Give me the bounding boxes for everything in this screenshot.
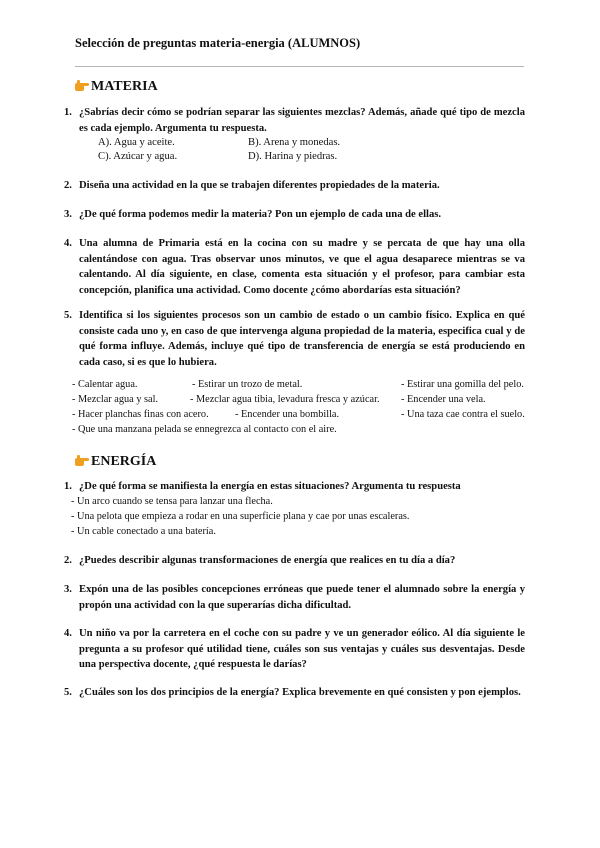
list-item: - Mezclar agua y sal. bbox=[72, 394, 159, 405]
section-title: MATERIA bbox=[91, 79, 158, 94]
option-d: D). Harina y piedras. bbox=[248, 151, 338, 162]
list-item: - Mezclar agua tibia, levadura fresca y azúcar. bbox=[190, 394, 380, 405]
question-number: 2. bbox=[64, 180, 72, 191]
option-b: B). Arena y monedas. bbox=[248, 137, 341, 148]
question-5-text: Identifica si los siguientes procesos son un cambio de estado o un cambio físico. Explica en qué consiste cada uno y, en caso de que intervenga alguna propiedad de la materia, especifica cual y de qué forma influye. Además, incluye qué tipo de transferencia de energía se está produciendo en cada caso, si es que lo hubiera. bbox=[79, 310, 525, 368]
document-title: Selección de preguntas materia-energia (ALUMNOS) bbox=[75, 36, 361, 50]
question-number: 5. bbox=[64, 310, 72, 321]
list-item: - Hacer planchas finas con acero. bbox=[72, 409, 209, 420]
list-item: - Calentar agua. bbox=[72, 379, 138, 390]
option-a: A). Agua y aceite. bbox=[98, 137, 175, 148]
question-number: 1. bbox=[64, 107, 72, 118]
section-heading-materia bbox=[74, 78, 158, 95]
energy-question-2-text: ¿Puedes describir algunas transformaciones de energía que realices en tu día a día? bbox=[79, 555, 456, 566]
option-c: C). Azúcar y agua. bbox=[98, 151, 178, 162]
question-4-text: Una alumna de Primaria está en la cocina con su madre y se percata de que hay una olla calentándose con agua. Tras observar unos minutos, ve que el agua desaparece mientras se va calentando. Al día siguiente, en clase, comenta esta situación y el profesor, para cambiar esta concepción, planifica una actividad. Como docente ¿cómo abordarías esta situación? bbox=[79, 238, 525, 296]
list-item: - Un arco cuando se tensa para lanzar una flecha. bbox=[71, 496, 273, 507]
energy-question-4-text: Un niño va por la carretera en el coche con su padre y ve un generador eólico. Al día siguiente le pregunta a su profesor qué utilidad tiene, cuáles son sus ventajas y cuáles sus desventajas. Desde una perspectiva docente, ¿qué respuesta le darías? bbox=[79, 628, 525, 670]
pointing-hand-icon bbox=[74, 453, 90, 470]
list-item: - Una taza cae contra el suelo. bbox=[401, 409, 525, 420]
question-number: 3. bbox=[64, 209, 72, 220]
question-1-text: ¿Sabrías decir cómo se podrían separar las siguientes mezclas? Además, añade qué tipo de mezcla es cada ejemplo. Argumenta tu respuesta. bbox=[79, 107, 525, 134]
list-item: - Encender una bombilla. bbox=[235, 409, 340, 420]
section-title: ENERGÍA bbox=[91, 454, 157, 469]
energy-question-3-text: Expón una de las posibles concepciones erróneas que puede tener el alumnado sobre la energía y propón una actividad con la que superarías dicha dificultad. bbox=[79, 584, 525, 611]
energy-question-5-text: ¿Cuáles son los dos principios de la energía? Explica brevemente en qué consisten y pon ejemplos. bbox=[79, 687, 521, 698]
question-3-text: ¿De qué forma podemos medir la materia? Pon un ejemplo de cada una de ellas. bbox=[79, 209, 442, 220]
list-item: - Que una manzana pelada se ennegrezca al contacto con el aire. bbox=[72, 424, 337, 435]
list-item: - Estirar un trozo de metal. bbox=[192, 379, 303, 390]
list-item: - Encender una vela. bbox=[401, 394, 486, 405]
question-number: 4. bbox=[64, 628, 72, 639]
list-item: - Un cable conectado a una batería. bbox=[71, 526, 216, 537]
energy-question-1-text: ¿De qué forma se manifiesta la energía en estas situaciones? Argumenta tu respuesta bbox=[79, 481, 461, 492]
question-2-text: Diseña una actividad en la que se trabajen diferentes propiedades de la materia. bbox=[79, 180, 440, 191]
list-item: - Estirar una gomilla del pelo. bbox=[401, 379, 524, 390]
list-item: - Una pelota que empieza a rodar en una superficie plana y cae por unas escaleras. bbox=[71, 511, 410, 522]
question-number: 2. bbox=[64, 555, 72, 566]
question-number: 4. bbox=[64, 238, 72, 249]
question-number: 1. bbox=[64, 481, 72, 492]
question-number: 3. bbox=[64, 584, 72, 595]
section-heading-energia bbox=[74, 453, 156, 470]
question-number: 5. bbox=[64, 687, 72, 698]
title-divider bbox=[75, 66, 524, 67]
pointing-hand-icon bbox=[74, 78, 90, 95]
